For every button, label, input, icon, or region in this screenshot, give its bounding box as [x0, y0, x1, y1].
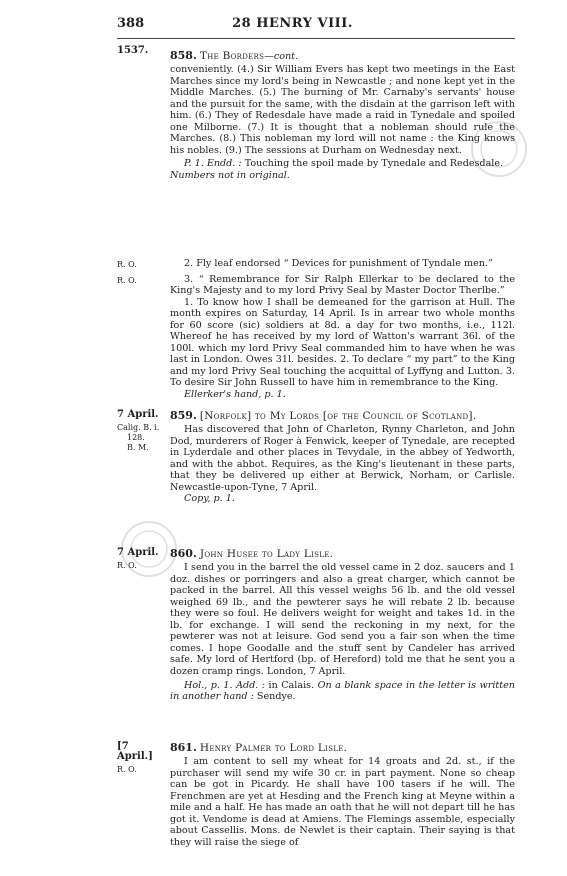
entry-heading-cont: —cont. [264, 51, 299, 62]
item-body: 1. To know how I shall be demeaned for the garrison at Hull. The month expires on Saturday, 14 April. Is in arrear two whole months for 60 score (sic) soldiers at 8d. a day for two months, i.e., 112l. Whereof he has received by my lord of Watton's warrant 36l. of the 100l. which my lord Privy Seal commanded him to have when he was last in London. Owes 31l. besides. 2. To declare “ my part” to the King and my lord Privy Seal touching the acquittal of Lyffyng and Lutton. 3. To desire Sir John Russell to have him in remembrance to the King. [170, 296, 515, 389]
entry-number: 861. [170, 741, 197, 754]
entry-number: 859. [170, 409, 197, 422]
entry-heading: John Husee to Lady Lisle. [199, 548, 334, 560]
margin-ref: 128. [127, 433, 145, 442]
entry-date: 7 April. [117, 547, 159, 558]
margin-ref: R. O. [117, 765, 137, 774]
margin-859 [117, 410, 161, 453]
margin-source: R. O. [117, 260, 137, 269]
entry-note: Hol., p. 1. Add. : in Calais. On a blank space in the letter is written in another hand : Sendye. [170, 679, 515, 703]
entry-858-item-2: 2. Fly leaf endorsed “ Devices for punishment of Tyndale men.” [184, 258, 493, 269]
entry-body: I am content to sell my wheat for 14 groats and 2d. st., if the purchaser will send my wife 30 cr. in part payment. None so cheap can be got in Picardy. He shall have 100 tasers if he will. The Frenchmen are yet at Hesding and the French king at Meyne within a mile and a half. He has made an oath that he will not depart till he has got it. Vendome is dead at Amiens. The Flemings assemble, especially about Cassellis. Mons. de Newlet is their captain. Their saying is that they will raise the siege of [170, 756, 515, 848]
entry-date: 7 April. [117, 409, 159, 420]
margin-year: 1537. [117, 45, 149, 56]
entry-note: Copy, p. 1. [184, 493, 235, 505]
entry-859 [170, 410, 515, 505]
entry-860 [170, 548, 515, 703]
margin-ref: R. O. [117, 561, 137, 570]
margin-ref: Calig. B. i. [117, 423, 160, 432]
margin-860 [117, 548, 161, 571]
item-note: Ellerker's hand, p. 1. [184, 388, 286, 400]
margin-source: R. O. [117, 276, 137, 285]
entry-heading: Henry Palmer to Lord Lisle. [199, 742, 348, 754]
entry-note-2: Numbers not in original. [170, 169, 290, 181]
running-title: 28 HENRY VIII. [232, 16, 353, 31]
entry-858-item-3 [170, 274, 515, 400]
margin-861 [117, 742, 161, 775]
page-number: 388 [117, 16, 145, 31]
entry-861 [170, 742, 515, 848]
entry-body: I send you in the barrel the old vessel came in 2 doz. saucers and 1 doz. dishes or porringers and also a great charger, which cannot be packed in the barrel. All this vessel weighs 56 lb. and the old vessel weighed 69 lb., and the pewterer says he will rebate 2 lb. because they were so foul. He delivers weight for weight and takes 1d. in the lb. for exchange. I will send the reckoning in my next, for the pewterer was not at leisure. God send you a fair son when the time comes. I hope Goodalle and the stuff sent by Candeler has arrived safe. My lord of Hertford (bp. of Hereford) told me that he sent you a dozen cramp rings. London, 7 April. [170, 562, 515, 677]
entry-body: Has discovered that John of Charleton, Rynny Charleton, and John Dod, murderers of Roger à Fenwick, keeper of Tynedale, are recepted in Lyderdale and other places in Tevydale, in the abbey of Yedworth, and with the abbot. Requires, as the King's lieutenant in these parts, that they be delivered up either at Berwick, Norham, or Carlisle. Newcastle-upon-Tyne, 7 April. [170, 424, 515, 493]
entry-date: [7 April.] [117, 741, 153, 762]
header-rule [117, 38, 515, 39]
entry-number: 858. [170, 49, 197, 62]
entry-body: conveniently. (4.) Sir William Evers has kept two meetings in the East Marches since my lord's being in Newcastle ; and none kept yet in the Middle Marches. (5.) The burning of Mr. Carnaby's servants' house and the pursuit for the same, with the disdain at the garrison left with him. (6.) They of Redesdale have made a raid in Tynedale and spoiled one Milborne. (7.) It is thought that a nobleman should rule the Marches. (8.) This nobleman my lord will not name : the King knows his nobles. (9.) The sessions at Durham on Wednesday next. [170, 64, 515, 156]
item-heading: 3. “ Remembrance for Sir Ralph Ellerkar to be declared to the King's Majesty and to my lord Privy Seal by Master Doctor Therlbe.” [170, 274, 515, 297]
entry-number: 860. [170, 547, 197, 560]
entry-858 [170, 50, 515, 181]
entry-heading: The Borders [199, 50, 265, 62]
entry-note: P. 1. Endd. : Touching the spoil made by Tynedale and Redesdale. [184, 158, 504, 170]
entry-heading: [Norfolk] to My Lords [of the Council of Scotland]. [199, 410, 477, 422]
margin-ref: B. M. [127, 443, 149, 452]
